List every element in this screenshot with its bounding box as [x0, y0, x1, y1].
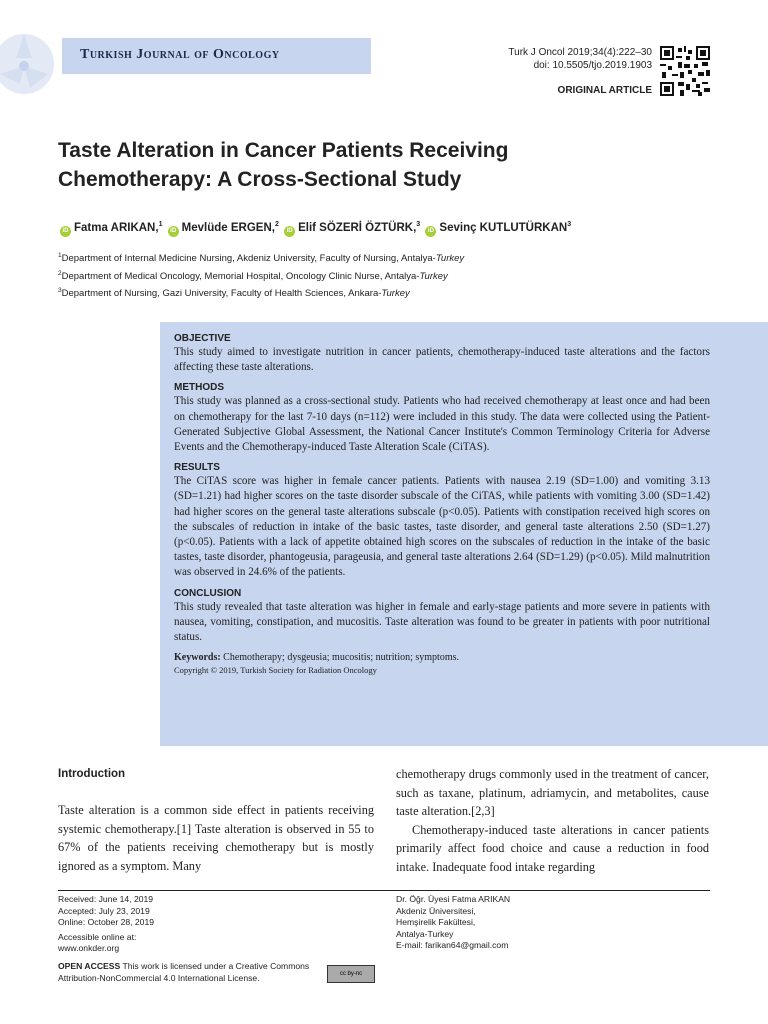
- orcid-icon[interactable]: iD: [60, 226, 71, 237]
- results-text: The CiTAS score was higher in female cancer patients. Patients with nausea 2.19 (SD=1.00) and vomiting 3.13 (SD=1.21) had higher scores on the taste disorder subscale of the CiTAS, while patients with vomiting 3.00 (SD=1.42) had higher scores on the general taste alterations subscale (p<0.05). Patients with constipation received high scores on the subscales of reduction in intake of the basic tastes, taste disorder, and general taste alterations 2.50 (SD=1.27) (p<0.05). Patients with a lack of appetite obtained high scores on the subscales of reduction in the intake of the basic tastes, taste disorder, phantogeusia, parageusia, and general taste alterations 2.64 (SD=1.29) (p<0.05). Mild malnutrition was observed in 24.6% of the patients.: [174, 475, 710, 579]
- title-line-2: Chemotherapy: A Cross-Sectional Study: [58, 168, 462, 191]
- author-3[interactable]: iD Elif SÖZERİ ÖZTÜRK,$^3$: [282, 222, 420, 234]
- creative-commons-badge-icon[interactable]: cc by-nc: [327, 965, 375, 983]
- copyright: Copyright © 2019, Turkish Society for Radiation Oncology: [174, 665, 377, 676]
- author-4[interactable]: iD Sevinç KUTLUTÜRKAN$^3$: [423, 222, 571, 234]
- affiliation-2: $^2$Department of Medical Oncology, Memorial Hospital, Oncology Clinic Nurse, Antalya-Turkey: [58, 269, 448, 282]
- corr-email[interactable]: E-mail: farikan64@gmail.com: [396, 940, 509, 951]
- body-paragraph: Taste alteration is a common side effect in patients receiving systemic chemotherapy.[1] Taste alteration is observed in 55 to 67% of the patients receiving chemotherapy but is mostly ignored as a symptom. Many: [58, 803, 374, 873]
- body-right-column: [396, 765, 709, 876]
- journal-name: Turkish Journal of Oncology: [80, 47, 280, 62]
- objective-text: This study aimed to investigate nutrition in cancer patients, chemotherapy-induced taste alterations and the factors affecting these taste alterations.: [174, 346, 710, 374]
- received-date: Received: June 14, 2019: [58, 894, 154, 904]
- access-label: Accessible online at:: [58, 931, 137, 942]
- accepted-date: Accepted: July 23, 2019: [58, 905, 150, 916]
- online-date: Online: October 28, 2019: [58, 917, 155, 928]
- author-list: [58, 221, 571, 237]
- corr-faculty: Hemşirelik Fakültesi,: [396, 917, 476, 928]
- keywords: [174, 651, 710, 664]
- body-paragraph: Chemotherapy-induced taste alterations in cancer patients primarily affect food choice and cause a reduction in food intake. Inadequate food intake regarding: [396, 822, 709, 874]
- affiliations: [58, 249, 464, 302]
- website-link[interactable]: www.onkder.org: [58, 943, 120, 954]
- qr-code-icon: [660, 46, 710, 96]
- doi[interactable]: doi: 10.5505/tjo.2019.1903: [533, 60, 652, 71]
- article-type: ORIGINAL ARTICLE: [557, 85, 652, 96]
- footer-divider: [58, 890, 710, 891]
- corr-university: Akdeniz Üniversitesi,: [396, 905, 476, 916]
- affiliation-3: $^3$Department of Nursing, Gazi University, Faculty of Health Sciences, Ankara-Turkey: [58, 287, 410, 300]
- citation-block: [508, 46, 652, 72]
- journal-logo-icon: [0, 14, 62, 114]
- corr-city: Antalya-Turkey: [396, 928, 454, 939]
- body-paragraph: chemotherapy drugs commonly used in the treatment of cancer, such as taxane, platinum, adriamycin, and metabolites, cause taste alteration.[2,3]: [396, 767, 709, 818]
- conclusion-text: This study revealed that taste alteration was higher in female and early-stage patients and more severe in patients with nausea, vomiting, constipation, and mucositis. Taste alteration was found to be greater in patients with poor nutritional status.: [174, 600, 710, 644]
- orcid-icon[interactable]: iD: [168, 226, 179, 237]
- citation: Turk J Oncol 2019;34(4):222–30: [508, 47, 652, 58]
- author-1[interactable]: iD Fatma ARIKAN,$^1$: [58, 222, 162, 234]
- journal-banner: [62, 38, 371, 74]
- article-title: [58, 136, 618, 194]
- objective-heading: OBJECTIVE: [174, 333, 231, 344]
- author-2[interactable]: iD Mevlüde ERGEN,$^2$: [166, 222, 279, 234]
- keywords-label: Keywords:: [174, 652, 221, 664]
- license-text: OPEN ACCESS This work is licensed under a Creative Commons Attribution-NonCommercial 4.0 International License.: [58, 960, 310, 983]
- affiliation-1: $^1$Department of Internal Medicine Nursing, Akdeniz University, Faculty of Nursing, Antalya-Turkey: [58, 252, 465, 265]
- corr-name: Dr. Öğr. Üyesi Fatma ARIKAN: [396, 894, 511, 904]
- introduction-heading: Introduction: [58, 768, 126, 780]
- keywords-list: Chemotherapy; dysgeusia; mucositis; nutrition; symptoms.: [223, 652, 459, 664]
- abstract-box: [160, 322, 768, 746]
- methods-heading: METHODS: [174, 382, 224, 394]
- conclusion-heading: CONCLUSION: [174, 587, 242, 599]
- body-left-column: [58, 765, 374, 875]
- orcid-icon[interactable]: iD: [284, 226, 295, 237]
- methods-text: This study was planned as a cross-sectional study. Patients who had received chemotherapy at least once and had been on chemotherapy for the last 7-10 days (n=112) were included in this study. The data were collected using the Patient-Generated Subjective Global Assessment, the National Cancer Institute's Common Terminology Criteria for Adverse Events and the Chemotherapy-induced Taste Alteration Scale (CiTAS).: [174, 395, 710, 454]
- open-access-label: OPEN ACCESS: [58, 960, 121, 971]
- title-line-1: Taste Alteration in Cancer Patients Receiving: [58, 139, 509, 162]
- correspondence: [396, 894, 696, 952]
- orcid-icon[interactable]: iD: [425, 226, 436, 237]
- results-heading: RESULTS: [174, 462, 220, 474]
